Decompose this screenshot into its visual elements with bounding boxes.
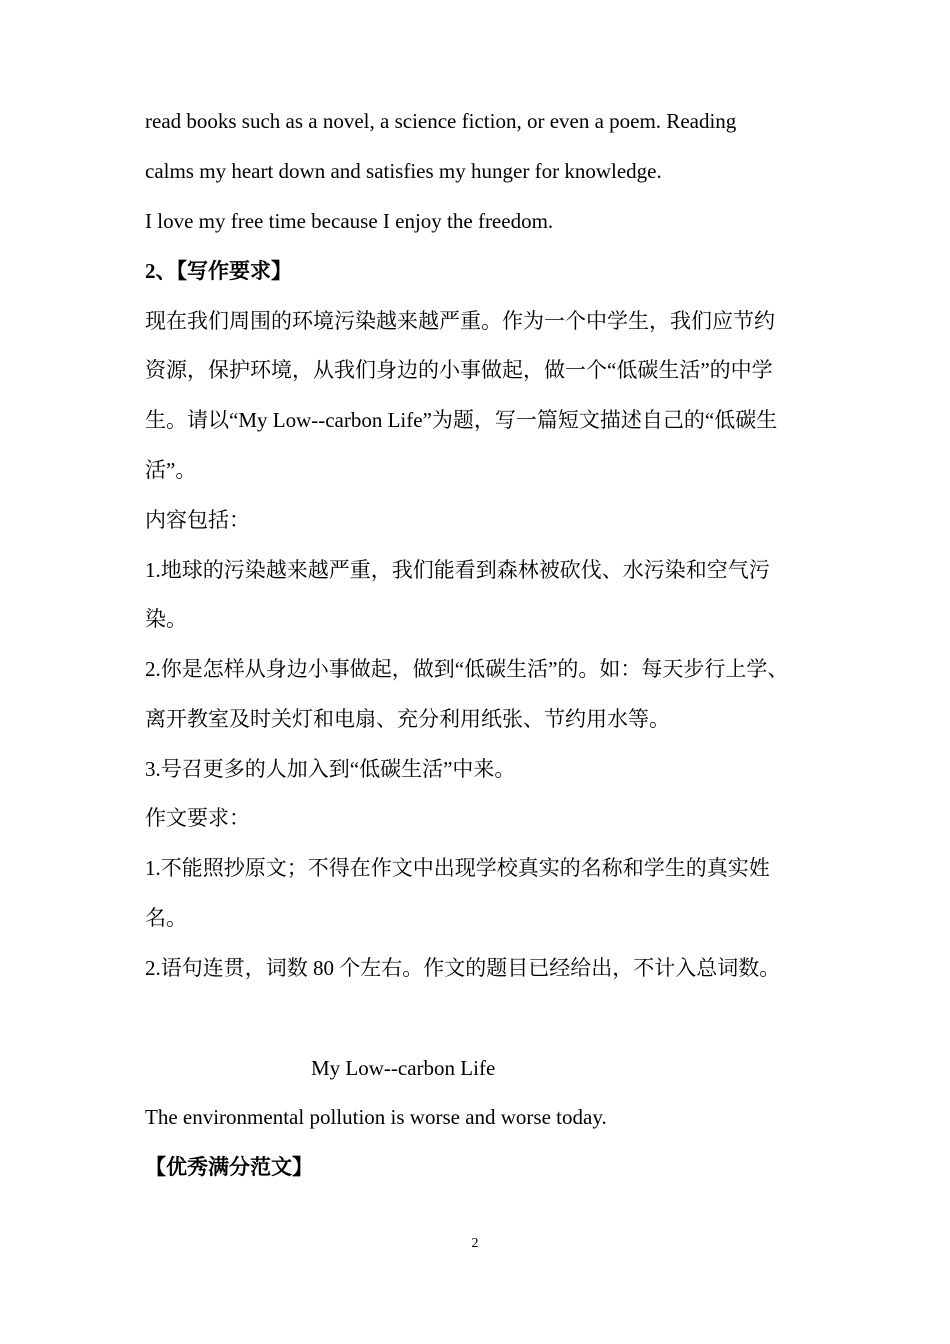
content-item: 2.你是怎样从身边小事做起，做到“低碳生活”的。如：每天步行上学、 <box>145 657 789 681</box>
prompt-line: 生。请以“My Low--carbon Life”为题，写一篇短文描述自己的“低碳生 <box>145 408 778 432</box>
page-number: 2 <box>471 1236 479 1251</box>
paragraph-line: I love my free time because I enjoy the freedom. <box>145 209 554 233</box>
model-essay-heading: 【优秀满分范文】 <box>145 1155 313 1179</box>
content-label: 内容包括： <box>145 508 250 532</box>
content-item: 离开教室及时关灯和电扇、充分利用纸张、节约用水等。 <box>145 707 670 731</box>
requirement-item: 名。 <box>145 906 187 930</box>
essay-first-line: The environmental pollution is worse and worse today. <box>145 1105 607 1129</box>
essay-title: My Low--carbon Life <box>311 1056 496 1080</box>
paragraph-line: calms my heart down and satisfies my hunger for knowledge. <box>145 159 662 183</box>
prompt-line: 活”。 <box>145 458 197 482</box>
requirements-label: 作文要求： <box>145 806 250 830</box>
prompt-line: 资源，保护环境，从我们身边的小事做起，做一个“低碳生活”的中学 <box>145 358 773 382</box>
content-item: 3.号召更多的人加入到“低碳生活”中来。 <box>145 757 516 781</box>
requirement-item: 1.不能照抄原文；不得在作文中出现学校真实的名称和学生的真实姓 <box>145 856 770 880</box>
content-item: 1.地球的污染越来越严重，我们能看到森林被砍伐、水污染和空气污 <box>145 558 770 582</box>
requirement-item: 2.语句连贯，词数 80 个左右。作文的题目已经给出，不计入总词数。 <box>145 956 781 980</box>
paragraph-line: read books such as a novel, a science fiction, or even a poem. Reading <box>145 109 737 133</box>
content-item: 染。 <box>145 607 187 631</box>
section-heading: 2、【写作要求】 <box>145 259 292 283</box>
prompt-line: 现在我们周围的环境污染越来越严重。作为一个中学生，我们应节约 <box>145 309 775 333</box>
